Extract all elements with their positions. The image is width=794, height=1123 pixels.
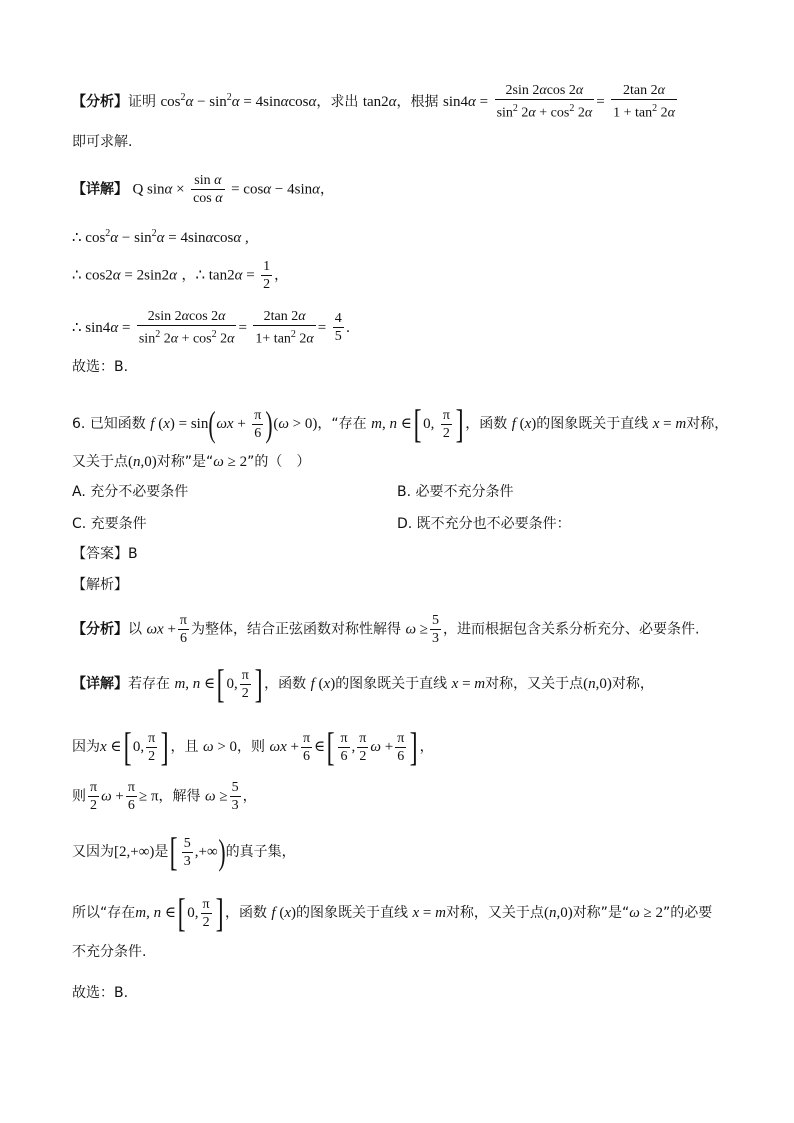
q6-choose: 故选：B.: [72, 985, 129, 1001]
q6-detail4: 又因为[2,+∞)是[ $\frac{5}{3}$ ,+∞)的真子集，: [72, 829, 296, 874]
q6-conclusion: 不充分条件.: [72, 944, 147, 960]
q6-detail3: 则 $\frac{\pi}{2}$ ω + $\frac{\pi}{6}$ ≥ π，解得 ω ≥ $\frac{5}{3}$ ，: [72, 780, 257, 813]
option-d: D. 既不充分也不必要条件：: [397, 516, 571, 532]
q5-detail-line2: ∴ $\cos^2\alpha - \sin^2\alpha = 4\sin\alpha\cos\alpha$ ,: [72, 228, 249, 246]
q5-detail-line4: ∴ sin4α = $\frac{2\sin 2\alpha\cos 2\alpha}{\sin^2 2\alpha + \cos^2 2\alpha}$ = $\frac{2\tan 2\alpha}{1+ \tan^2 2\alpha}$ = $\frac{4}{5}$ .: [72, 309, 351, 347]
fraction: $\frac{2\tan 2\alpha}{1 + \tan^2 2\alpha}$: [613, 83, 675, 121]
q6-detail1: 【详解】若存在 m, n ∈[ 0, $\frac{\pi}{2}$ ] ，函数 f (x)的图象既关于直线 x = m对称，又关于点(n,0)对称，: [72, 661, 654, 706]
q5-choose: 故选：B.: [72, 359, 129, 375]
q5-detail-line1: 【详解】 Q sinα × $\frac{\text{sin α}}{\text{cos α}}$ = cosα − 4sinα，: [72, 173, 335, 206]
option-b: B. 必要不充分条件: [397, 484, 514, 500]
q5-analysis-cont: 即可求解.: [72, 134, 133, 150]
q6-stem-line1: 6. 已知函数 f (x) = sin(ωx + $\frac{\pi}{6}$ )(ω > 0)，“存在 m, n ∈[ 0, $\frac{\pi}{2}$ ] ，函数 f (x)的图象既关于直线 x = m对称，: [72, 401, 729, 446]
analysis-label: 【分析】: [72, 93, 128, 110]
option-c: C. 充要条件: [72, 516, 147, 532]
option-a: A. 充分不必要条件: [72, 484, 189, 500]
q6-detail5: 所以“存在m, n ∈[ 0, $\frac{\pi}{2}$ ] ，函数 f (x)的图象既关于直线 x = m对称，又关于点(n,0)对称”是“ω ≥ 2”的必要: [72, 890, 713, 935]
q5-analysis-line: 【分析】证明 $\cos^2\alpha - \sin^2\alpha = 4\sin\alpha\cos\alpha$，求出 tan2α，根据 sin4α = $\frac{2\sin 2\alpha\cos 2\alpha}{\sin^2 2\alpha + \cos^2 2\alpha}$ = $\frac{2\tan 2\alpha}{1 + \tan^2 2\alpha}$: [72, 83, 675, 121]
answer: 【答案】B: [72, 546, 138, 562]
q5-detail-line3: ∴ cos2α = 2sin2α ，∴ tan2α = $\frac{1}{2}$ ，: [72, 259, 289, 292]
q6-stem-line2: 又关于点(n,0)对称”是“ω ≥ 2”的（ ）: [72, 454, 311, 470]
jiexi-heading: 【解析】: [72, 577, 128, 593]
q6-detail2: 因为x ∈[ 0, $\frac{\pi}{2}$ ] ，且 ω > 0，则 ωx + $\frac{\pi}{6}$ ∈[ $\frac{\pi}{6}$ , $\frac{\pi}{2}$ ω + $\frac{\pi}{6}$ ] ，: [72, 724, 434, 769]
q6-analysis: 【分析】以 ωx + $\frac{\pi}{6}$ 为整体，结合正弦函数对称性解得 ω ≥ $\frac{5}{3}$ ，进而根据包含关系分析充分、必要条件.: [72, 613, 700, 646]
fraction: $\frac{2\sin 2\alpha\cos 2\alpha}{\sin^2 2\alpha + \cos^2 2\alpha}$: [496, 83, 593, 121]
